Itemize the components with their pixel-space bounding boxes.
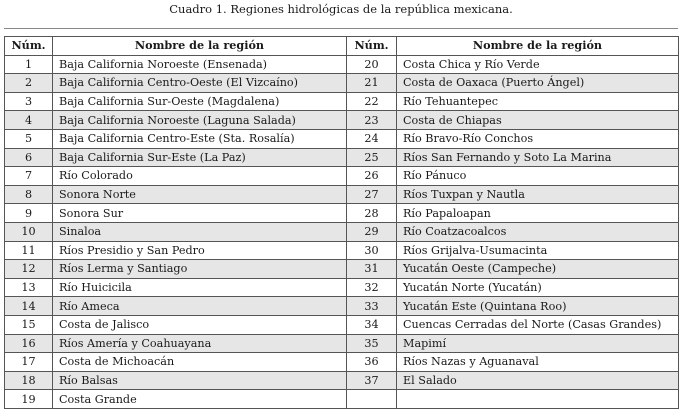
region-number: 21	[347, 74, 397, 93]
region-name: Costa de Michoacán	[53, 353, 347, 372]
region-number: 12	[5, 260, 53, 279]
header-num-left: Núm.	[5, 37, 53, 56]
region-name: Cuencas Cerradas del Norte (Casas Grandes)	[397, 315, 679, 334]
table-row	[5, 129, 679, 148]
region-name: Costa de Oaxaca (Puerto Ángel)	[397, 74, 679, 93]
region-number: 27	[347, 185, 397, 204]
region-number: 18	[5, 371, 53, 390]
region-name: Sonora Norte	[53, 185, 347, 204]
region-name: Río Papaloapan	[397, 204, 679, 223]
region-name: El Salado	[397, 371, 679, 390]
region-name: Costa Grande	[53, 390, 347, 409]
table-row	[5, 334, 679, 353]
region-number: 9	[5, 204, 53, 223]
region-name: Baja California Noroeste (Laguna Salada)	[53, 111, 347, 130]
region-name: Ríos Tuxpan y Nautla	[397, 185, 679, 204]
table-row	[5, 55, 679, 74]
table-row	[5, 204, 679, 223]
region-name: Yucatán Norte (Yucatán)	[397, 278, 679, 297]
table-row	[5, 371, 679, 390]
header-name-right: Nombre de la región	[397, 37, 679, 56]
region-number: 34	[347, 315, 397, 334]
header-num-right: Núm.	[347, 37, 397, 56]
region-number: 3	[5, 92, 53, 111]
region-number: 25	[347, 148, 397, 167]
region-name: Ríos Nazas y Aguanaval	[397, 353, 679, 372]
region-number: 7	[5, 167, 53, 186]
table-row	[5, 390, 679, 409]
region-number: 26	[347, 167, 397, 186]
region-number: 6	[5, 148, 53, 167]
region-number: 37	[347, 371, 397, 390]
table-row	[5, 278, 679, 297]
region-number: 13	[5, 278, 53, 297]
region-number: 15	[5, 315, 53, 334]
region-name: Río Colorado	[53, 167, 347, 186]
region-name	[397, 390, 679, 409]
region-name: Río Pánuco	[397, 167, 679, 186]
region-name: Río Coatzacoalcos	[397, 222, 679, 241]
region-number: 33	[347, 297, 397, 316]
region-number: 30	[347, 241, 397, 260]
header-row	[5, 37, 679, 56]
region-name: Yucatán Oeste (Campeche)	[397, 260, 679, 279]
region-number: 11	[5, 241, 53, 260]
region-number: 8	[5, 185, 53, 204]
region-number: 16	[5, 334, 53, 353]
table-caption: Cuadro 1. Regiones hidrológicas de la república mexicana.	[169, 2, 513, 16]
table-row	[5, 241, 679, 260]
region-name: Baja California Sur-Oeste (Magdalena)	[53, 92, 347, 111]
region-name: Baja California Noroeste (Ensenada)	[53, 55, 347, 74]
table-row	[5, 185, 679, 204]
region-number	[347, 390, 397, 409]
region-name: Ríos Presidio y San Pedro	[53, 241, 347, 260]
region-name: Yucatán Este (Quintana Roo)	[397, 297, 679, 316]
table-row	[5, 260, 679, 279]
region-name: Ríos Amería y Coahuayana	[53, 334, 347, 353]
region-name: Sonora Sur	[53, 204, 347, 223]
region-number: 10	[5, 222, 53, 241]
caption-rule	[4, 28, 678, 29]
region-name: Río Ameca	[53, 297, 347, 316]
region-name: Río Bravo-Río Conchos	[397, 129, 679, 148]
region-name: Baja California Centro-Este (Sta. Rosalía)	[53, 129, 347, 148]
table-row	[5, 297, 679, 316]
table-row	[5, 353, 679, 372]
region-number: 22	[347, 92, 397, 111]
region-number: 1	[5, 55, 53, 74]
region-name: Ríos Grijalva-Usumacinta	[397, 241, 679, 260]
table-row	[5, 111, 679, 130]
region-name: Costa de Chiapas	[397, 111, 679, 130]
region-number: 31	[347, 260, 397, 279]
region-number: 32	[347, 278, 397, 297]
region-name: Ríos Lerma y Santiago	[53, 260, 347, 279]
table-row	[5, 74, 679, 93]
region-name: Río Tehuantepec	[397, 92, 679, 111]
region-number: 24	[347, 129, 397, 148]
region-name: Mapimí	[397, 334, 679, 353]
region-number: 20	[347, 55, 397, 74]
region-name: Río Balsas	[53, 371, 347, 390]
region-name: Costa de Jalisco	[53, 315, 347, 334]
region-number: 2	[5, 74, 53, 93]
region-number: 29	[347, 222, 397, 241]
table-row	[5, 92, 679, 111]
region-number: 5	[5, 129, 53, 148]
header-name-left: Nombre de la región	[53, 37, 347, 56]
table-row	[5, 222, 679, 241]
region-number: 28	[347, 204, 397, 223]
table-row	[5, 315, 679, 334]
regions-table	[4, 36, 679, 409]
region-number: 17	[5, 353, 53, 372]
region-name: Sinaloa	[53, 222, 347, 241]
region-number: 14	[5, 297, 53, 316]
region-name: Río Huicicila	[53, 278, 347, 297]
region-name: Baja California Centro-Oeste (El Vizcaíno)	[53, 74, 347, 93]
region-name: Ríos San Fernando y Soto La Marina	[397, 148, 679, 167]
region-number: 19	[5, 390, 53, 409]
region-number: 35	[347, 334, 397, 353]
region-name: Costa Chica y Río Verde	[397, 55, 679, 74]
region-number: 23	[347, 111, 397, 130]
table-row	[5, 167, 679, 186]
table-row	[5, 148, 679, 167]
region-number: 36	[347, 353, 397, 372]
region-name: Baja California Sur-Este (La Paz)	[53, 148, 347, 167]
region-number: 4	[5, 111, 53, 130]
